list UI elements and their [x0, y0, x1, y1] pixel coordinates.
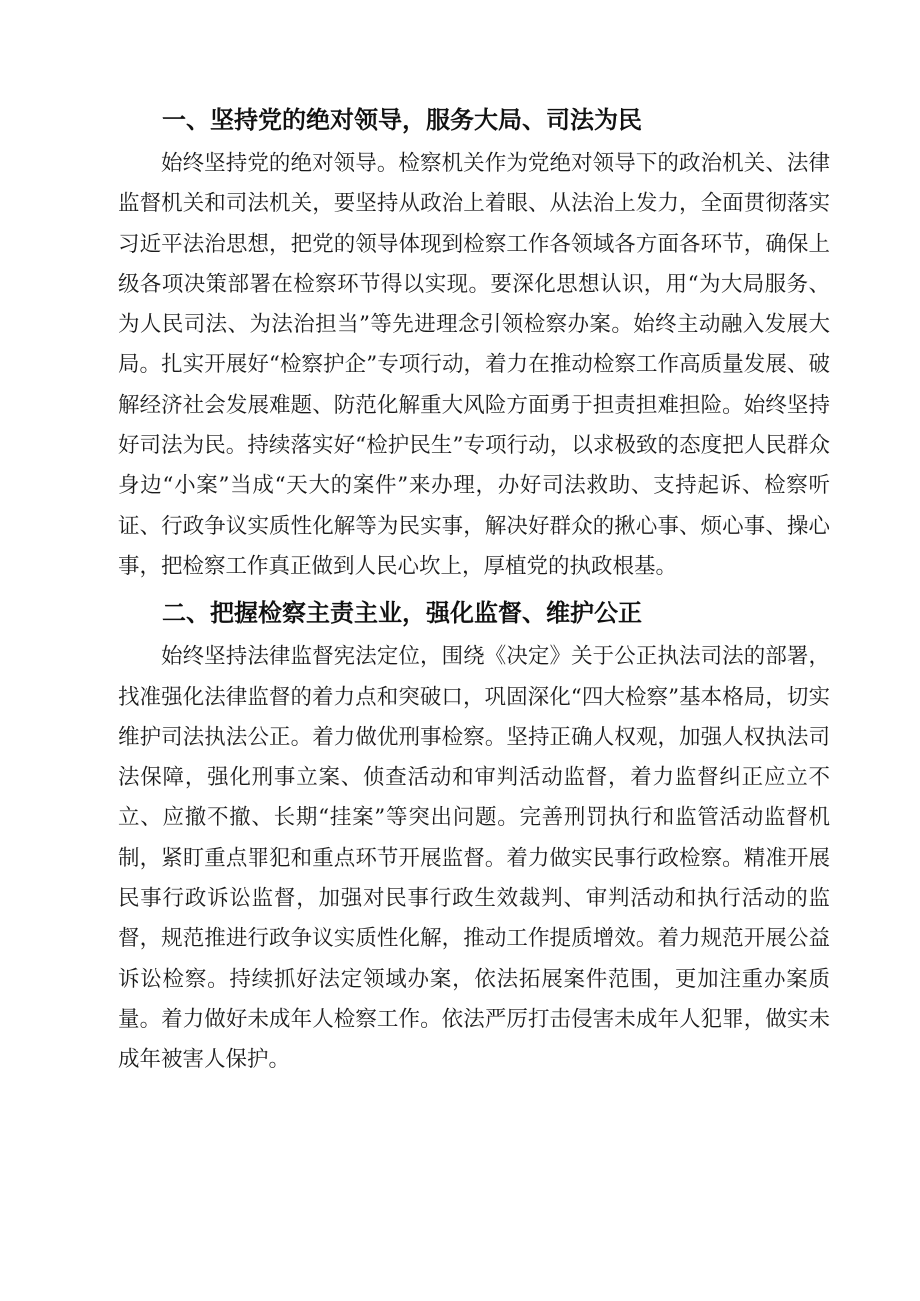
document-body	[118, 98, 830, 1081]
section-1-paragraph: 始终坚持党的绝对领导。检察机关作为党绝对领导下的政治机关、法律监督机关和司法机关，要坚持从政治上着眼、从法治上发力，全面贯彻落实习近平法治思想，把党的领导体现到检察工作各领域各方面各环节，确保上级各项决策部署在检察环节得以实现。要深化思想认识，用“为大局服务、为人民司法、为法治担当”等先进理念引领检察办案。始终主动融入发展大局。扎实开展好“检察护企”专项行动，着力在推动检察工作高质量发展、破解经济社会发展难题、防范化解重大风险方面勇于担责担难担险。始终坚持好司法为民。持续落实好“检护民生”专项行动，以求极致的态度把人民群众身边“小案”当成“天大的案件”来办理，办好司法救助、支持起诉、检察听证、行政争议实质性化解等为民实事，解决好群众的揪心事、烦心事、操心事，把检察工作真正做到人民心坎上，厚植党的执政根基。	[118, 151, 830, 579]
section-2-paragraph: 始终坚持法律监督宪法定位，围绕《决定》关于公正执法司法的部署，找准强化法律监督的着力点和突破口，巩固深化“四大检察”基本格局，切实维护司法执法公正。着力做优刑事检察。坚持正确人权观，加强人权执法司法保障，强化刑事立案、侦查活动和审判活动监督，着力监督纠正应立不立、应撤不撤、长期“挂案”等突出问题。完善刑罚执行和监管活动监督机制，紧盯重点罪犯和重点环节开展监督。着力做实民事行政检察。精准开展民事行政诉讼监督，加强对民事行政生效裁判、审判活动和执行活动的监督，规范推进行政争议实质性化解，推动工作提质增效。着力规范开展公益诉讼检察。持续抓好法定领域办案，依法拓展案件范围，更加注重办案质量。着力做好未成年人检察工作。依法严厉打击侵害未成年人犯罪，做实未成年被害人保护。	[118, 644, 830, 1073]
section-1-heading: 一、坚持党的绝对领导，服务大局、司法为民	[162, 106, 642, 134]
section-2-heading: 二、把握检察主责主业，强化监督、维护公正	[162, 599, 642, 628]
